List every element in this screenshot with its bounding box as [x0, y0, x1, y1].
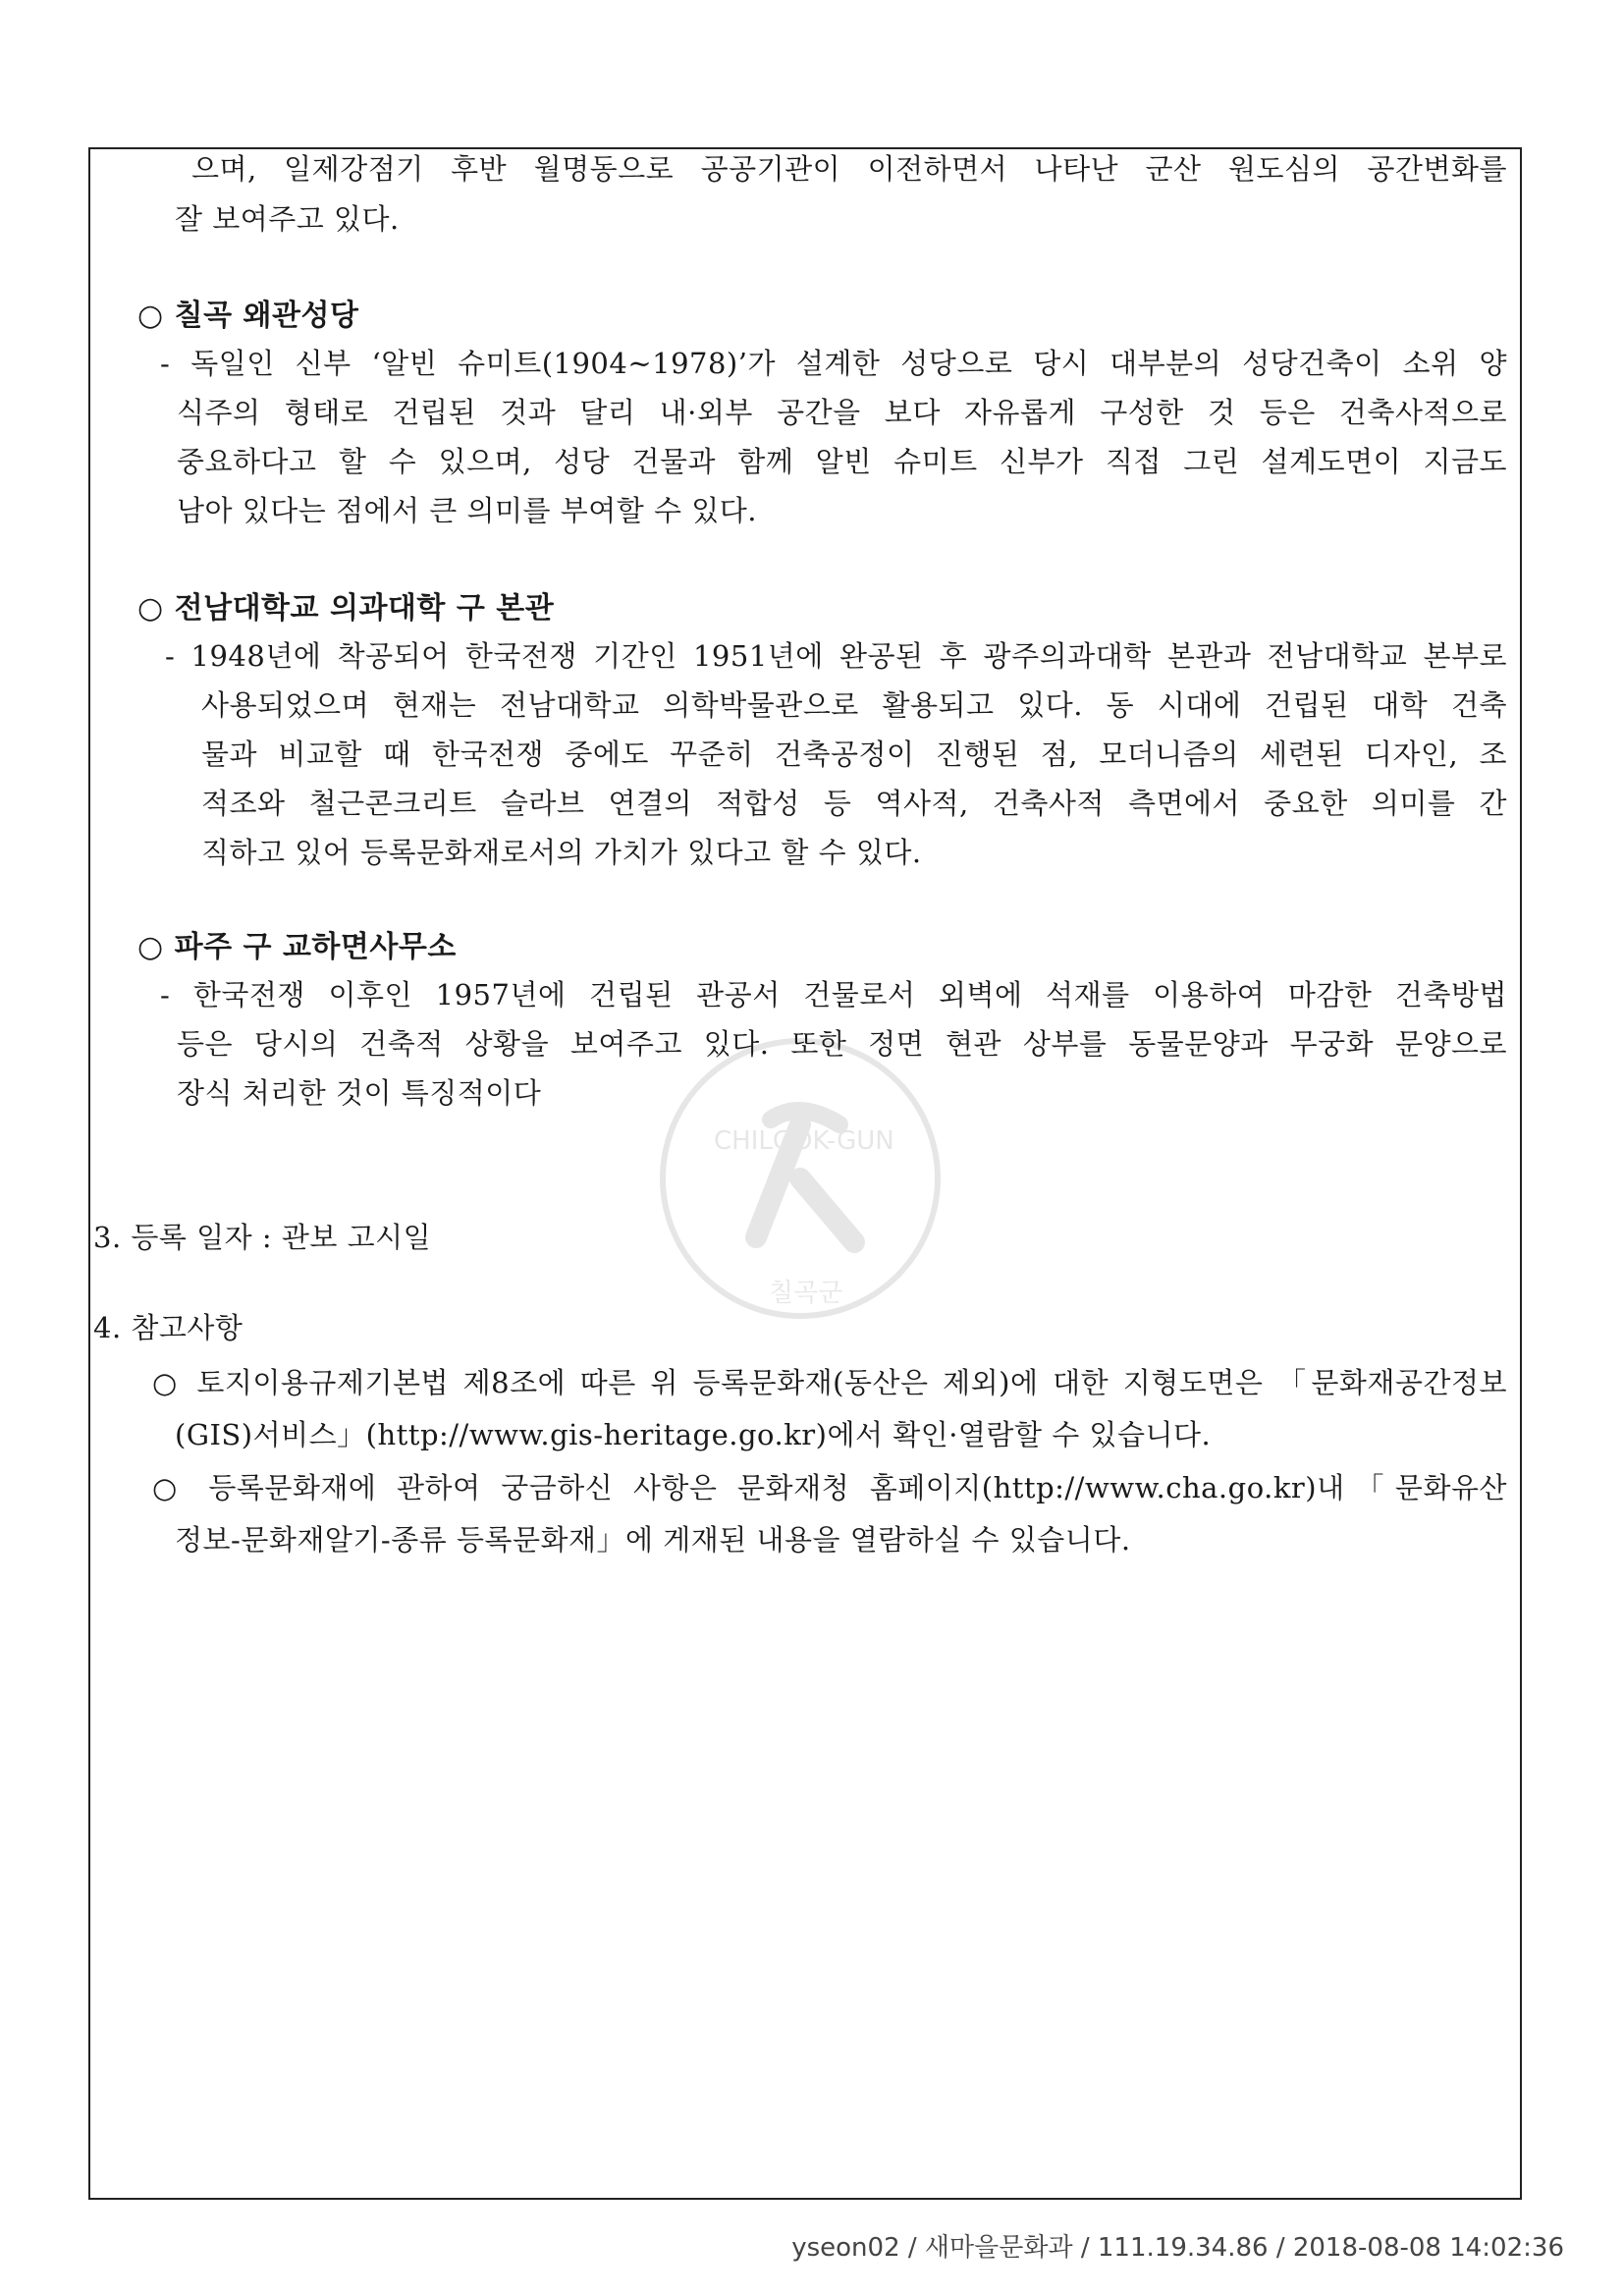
section-3-line-1: - 한국전쟁 이후인 1957년에 건립된 관공서 건물로서 외벽에 석재를 이용하여 마감한 건축방법 [160, 978, 1507, 1011]
intro-line-2: 잘 보여주고 있다. [175, 202, 400, 236]
section-3-line-3: 장식 처리한 것이 특징적이다 [177, 1076, 542, 1110]
reference-item-1-line-1: ○ 토지이용규제기본법 제8조에 따른 위 등록문화재(동산은 제외)에 대한 지형도면은 「문화재공간정보 [152, 1366, 1507, 1399]
section-2-line-3: 물과 비교할 때 한국전쟁 중에도 꾸준히 건축공정이 진행된 점, 모더니즘의 세련된 디자인, 조 [201, 738, 1507, 771]
intro-line-1: 으며, 일제강점기 후반 월명동으로 공공기관이 이전하면서 나타난 군산 원도심의 공간변화를 [191, 152, 1507, 186]
section-2-line-4: 적조와 철근콘크리트 슬라브 연결의 적합성 등 역사적, 건축사적 측면에서 중요한 의미를 간 [201, 787, 1507, 820]
reference-item-2-line-2: 정보-문화재알기-종류 등록문화재」에 게재된 내용을 열람하실 수 있습니다. [175, 1523, 1131, 1557]
section-title-chonnam-medical-hall: ○ 전남대학교 의과대학 구 본관 [137, 591, 555, 626]
section-2-line-5: 직하고 있어 등록문화재로서의 가치가 있다고 할 수 있다. [201, 836, 922, 869]
print-stamp-footer: yseon02 / 새마을문화과 / 111.19.34.86 / 2018-08-08 14:02:36 [791, 2233, 1564, 2263]
seal-bottom-text: 칠곡군 [769, 1279, 843, 1308]
section-2-line-2: 사용되었으며 현재는 전남대학교 의학박물관으로 활용되고 있다. 동 시대에 건립된 대학 건축 [201, 688, 1507, 722]
section-1-line-1: - 독일인 신부 ‘알빈 슈미트(1904~1978)’가 설계한 성당으로 당시 대부분의 성당건축이 소위 양 [160, 347, 1507, 380]
reference-item-2-line-1: ○ 등록문화재에 관하여 궁금하신 사항은 문화재청 홈페이지(http://www.cha.go.kr)내「문화유산 [152, 1471, 1507, 1504]
seal-ring-text: CHILGOK-GUN [714, 1126, 894, 1156]
county-seal-watermark [653, 1031, 947, 1326]
reference-item-1-line-2: (GIS)서비스」(http://www.gis-heritage.go.kr)에서 확인·열람할 수 있습니다. [175, 1418, 1212, 1451]
section-1-line-3: 중요하다고 할 수 있으며, 성당 건물과 함께 알빈 슈미트 신부가 직접 그린 설계도면이 지금도 [177, 445, 1507, 478]
section-3-line-2: 등은 당시의 건축적 상황을 보여주고 있다. 또한 정면 현관 상부를 동물문양과 무궁화 문양으로 [177, 1027, 1507, 1061]
section-1-line-2: 식주의 형태로 건립된 것과 달리 내·외부 공간을 보다 자유롭게 구성한 것 등은 건축사적으로 [177, 396, 1507, 429]
registration-date: 3. 등록 일자 : 관보 고시일 [93, 1221, 432, 1254]
section-1-line-4: 남아 있다는 점에서 큰 의미를 부여할 수 있다. [177, 494, 757, 527]
section-2-line-1: - 1948년에 착공되어 한국전쟁 기간인 1951년에 완공된 후 광주의과대학 본관과 전남대학교 본부로 [165, 639, 1507, 673]
reference-title: 4. 참고사항 [93, 1311, 243, 1344]
section-title-gyoha-office: ○ 파주 구 교하면사무소 [137, 930, 457, 964]
section-title-waegwan-cathedral: ○ 칠곡 왜관성당 [137, 299, 359, 333]
